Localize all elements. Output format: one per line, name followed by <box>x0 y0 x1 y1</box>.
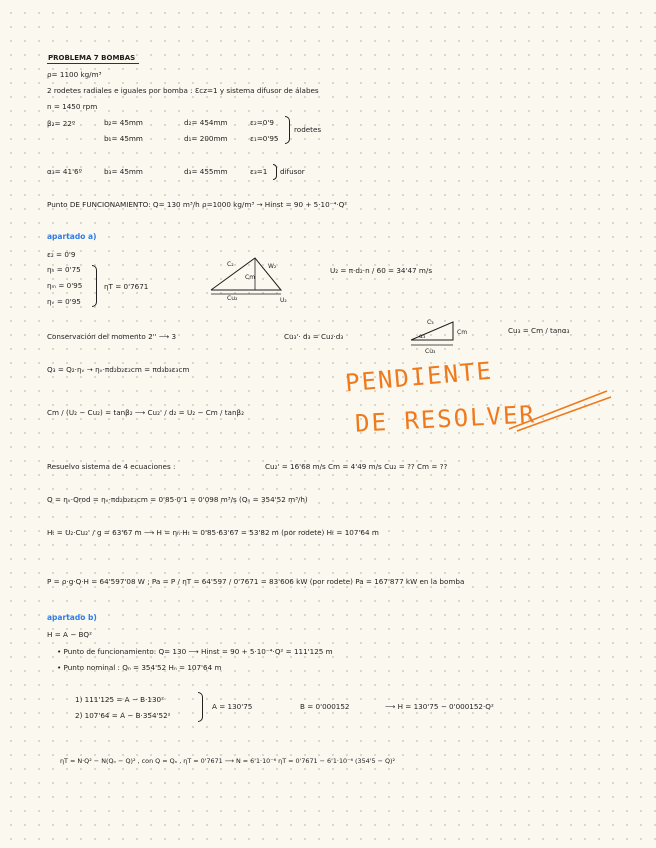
e2-value: ε₂=0'9 <box>250 118 274 127</box>
system-brace <box>198 692 203 722</box>
rodetes-brace <box>285 116 290 144</box>
tri-label-cm: Cm <box>245 274 256 281</box>
tri-label-c2: C₂ <box>227 261 234 268</box>
q3-equation: Q₃ = Q₂·ηᵥ → ηᵥ·πd₂b₂ε₂cm = πd₃b₃ε₃cm <box>47 365 190 374</box>
tri2-label-cm: Cm <box>457 329 468 336</box>
d2-value: d₂= 454mm <box>184 118 228 127</box>
cu-equation: Cu₃'· d₃ = Cu₂·d₃ <box>284 332 344 341</box>
tri2-label-cu3: Cu₃ <box>425 348 436 355</box>
difusor-label: difusor <box>280 167 305 176</box>
e3-value: ε₃=1 <box>250 167 268 176</box>
title-underline <box>47 63 139 64</box>
alpha3-value: α₃= 41'6º <box>47 167 83 176</box>
efficiency-curve-equation: ηT = N·Q² − N(Qₙ − Q)² , con Q = Qₙ , ηT = 0'7671 ⟶ N = 6'1·10⁻⁶ ηT = 0'7671 − 6'1·10⁻⁶ (354'5 − Q)² <box>60 757 396 765</box>
total-efficiency: ηT = 0'7671 <box>104 282 149 291</box>
speed-line: n = 1450 rpm <box>47 102 98 111</box>
operating-point-line: Punto DE FUNCIONAMIENTO: Q= 130 m³/h ρ=1000 kg/m³ → Hinst = 90 + 5·10⁻⁴·Q² <box>47 200 348 209</box>
eff-m: ηₘ = 0'95 <box>47 281 83 290</box>
section-b-title: apartado b) <box>47 613 97 622</box>
velocity-triangle-outlet <box>205 252 295 304</box>
tan-beta-equation: Cm / (U₂ − Cu₂) = tanβ₂ ⟶ Cu₂' / d₂ = U₂ − Cm / tanβ₂ <box>47 408 244 417</box>
pending-note-strokes <box>505 385 615 435</box>
tri2-label-alpha3: α₃ <box>419 333 426 340</box>
tri-label-cu2: Cu₂ <box>227 295 238 302</box>
u2-equation: U₂ = π·d₂·n / 60 = 34'47 m/s <box>330 266 433 275</box>
solution-a: A = 130'75 <box>212 702 253 711</box>
head-curve-result: ⟶ H = 130'75 − 0'000152·Q² <box>385 702 494 711</box>
head-curve-formula: H = A − BQ² <box>47 630 92 639</box>
velocity-triangle-diffuser <box>405 312 475 354</box>
nominal-point-bullet: • Punto nominal : Qₙ = 354'52 Hₙ = 107'64 m <box>57 663 222 672</box>
system-results: Cu₂' = 16'68 m/s Cm = 4'49 m/s Cu₂ = ?? Cm = ?? <box>265 462 448 471</box>
pending-note-line2: DE RESOLVER <box>354 400 537 438</box>
beta-line: β₂= 22º <box>47 119 76 128</box>
head-calculation: Hₜ = U₂·Cu₂' / g = 63'67 m ⟶ H = ηₕ·Hₜ = 0'85·63'67 = 53'82 m (por rodete) Hₜ = 107'64 m <box>47 528 379 537</box>
solution-b: B = 0'000152 <box>300 702 350 711</box>
resuelvo-line: Resuelvo sistema de 4 ecuaciones : <box>47 462 176 471</box>
eff-v: ηᵥ = 0'95 <box>47 297 81 306</box>
d1-value: d₁= 200mm <box>184 134 228 143</box>
operating-point-bullet: • Punto de funcionamiento: Q= 130 ⟶ Hinst = 90 + 5·10⁻⁴·Q² = 111'125 m <box>57 647 333 656</box>
b1-value: b₁= 45mm <box>104 134 143 143</box>
flow-calculation: Q = ηᵥ·Qrod = ηᵥ·πd₂b₂ε₂cm = 0'85·0'1 = 0'098 m³/s (Qₙ = 354'52 m³/h) <box>47 495 308 504</box>
system-eq2: 2) 107'64 = A − B·354'52² <box>75 711 171 720</box>
b2-value: b₂= 45mm <box>104 118 143 127</box>
tri-label-u2: U₂ <box>280 297 287 304</box>
tri2-label-c3: C₃ <box>427 319 434 326</box>
eff-e2: ε₂ = 0'9 <box>47 250 76 259</box>
difusor-brace <box>273 164 277 180</box>
rodetes-label: rodetes <box>294 125 322 134</box>
section-a-title: apartado a) <box>47 232 97 241</box>
rodetes-description: 2 rodetes radiales e iguales por bomba : Ɛcz=1 y sistema difusor de álabes <box>47 86 319 95</box>
b3-value: b₃= 45mm <box>104 167 143 176</box>
e1-value: ε₁=0'95 <box>250 134 279 143</box>
system-eq1: 1) 111'125 = A − B·130² <box>75 695 164 704</box>
density-line: ρ= 1100 kg/m³ <box>47 70 102 79</box>
csu-equation: Cu₃ = Cm / tanα₃ <box>508 326 570 335</box>
page-title: PROBLEMA 7 BOMBAS <box>48 54 136 62</box>
eff-h: ηₕ = 0'75 <box>47 265 81 274</box>
d3-value: d₃= 455mm <box>184 167 228 176</box>
efficiency-brace <box>92 265 97 307</box>
power-calculation: P = ρ·g·Q·H = 64'597'08 W ; Pa = P / ηT = 64'597 / 0'7671 = 83'606 kW (por rodete) Pa = 167'877 kW en la bomba <box>47 577 465 586</box>
pending-note-line1: PENDIENTE <box>344 356 494 398</box>
conservation-line: Conservación del momento 2'' ⟶ 3 <box>47 332 177 341</box>
tri-label-w2: W₂ <box>268 263 277 270</box>
